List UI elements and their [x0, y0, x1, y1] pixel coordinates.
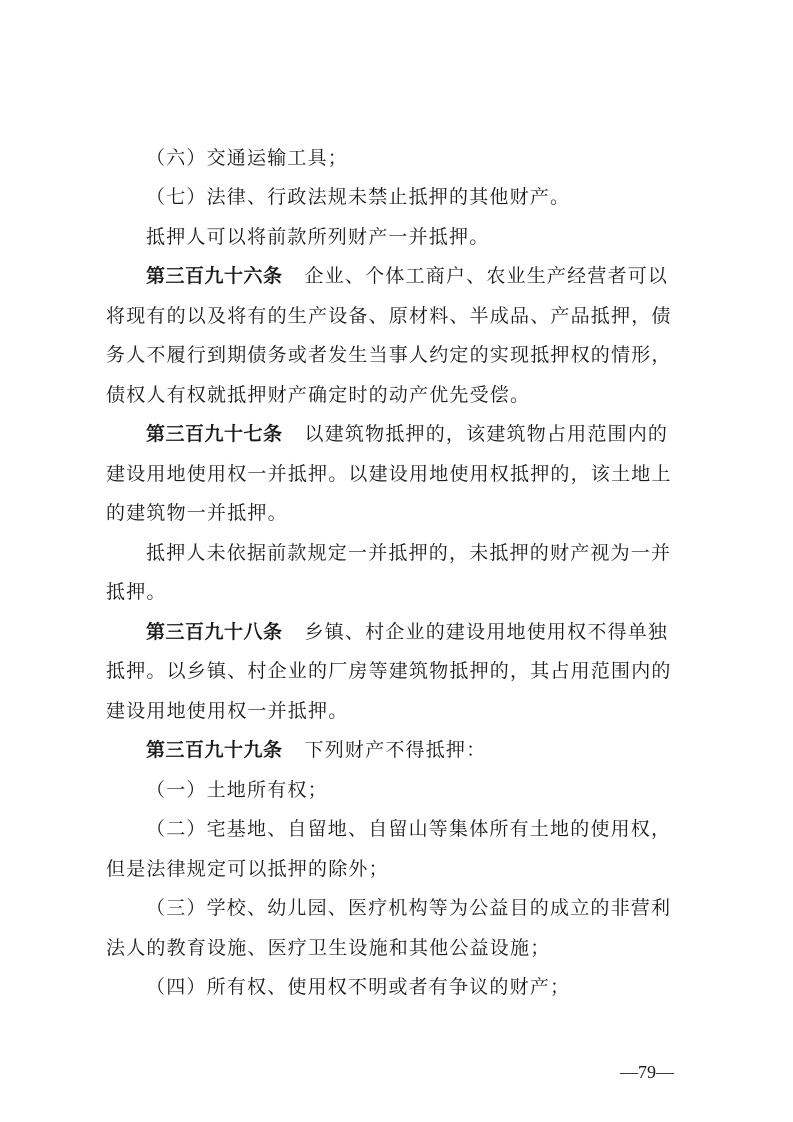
text-line — [146, 778, 696, 802]
line-text: 法人的教育设施、医疗卫生设施和其他公益设施； — [106, 937, 551, 959]
text-line — [146, 225, 696, 249]
page-number: —79— — [620, 1062, 674, 1082]
article-396-first-line — [146, 264, 696, 288]
line-text: 建设用地使用权一并抵押。 — [106, 700, 349, 722]
line-text: 将现有的以及将有的生产设备、原材料、半成品、产品抵押，债 — [106, 305, 672, 327]
line-text: 以建筑物抵押的，该建筑物占用范围内的 — [304, 423, 669, 445]
text-line — [106, 462, 696, 486]
text-line — [106, 580, 696, 604]
line-text: 债权人有权就抵押财产确定时的动产优先受偿。 — [106, 384, 531, 406]
line-text: 抵押人可以将前款所列财产一并抵押。 — [146, 226, 490, 248]
article-398-first-line — [146, 620, 696, 644]
text-line — [146, 541, 696, 565]
text-line — [106, 383, 696, 407]
text-line — [106, 857, 696, 881]
article-397-first-line — [146, 422, 696, 446]
line-text: （六）交通运输工具； — [146, 147, 349, 169]
article-heading: 第三百九十八条 — [146, 621, 283, 643]
text-line — [146, 146, 696, 170]
text-line — [106, 343, 696, 367]
article-heading: 第三百九十九条 — [146, 739, 283, 761]
line-text: 务人不履行到期债务或者发生当事人约定的实现抵押权的情形， — [106, 344, 672, 366]
text-line — [146, 896, 696, 920]
line-text: 下列财产不得抵押： — [304, 739, 487, 761]
line-text: （一）土地所有权； — [146, 779, 328, 801]
text-line — [106, 659, 696, 683]
line-text: 抵押人未依据前款规定一并抵押的，未抵押的财产视为一并 — [146, 542, 672, 564]
line-text: （二）宅基地、自留地、自留山等集体所有土地的使用权， — [146, 818, 672, 840]
line-text: 抵押。 — [106, 581, 167, 603]
line-text: 乡镇、村企业的建设用地使用权不得单独 — [304, 621, 669, 643]
line-text: （三）学校、幼儿园、医疗机构等为公益目的成立的非营利 — [146, 897, 672, 919]
text-line — [106, 304, 696, 328]
text-line — [106, 699, 696, 723]
line-text: 抵押。以乡镇、村企业的厂房等建筑物抵押的，其占用范围内的 — [106, 660, 672, 682]
article-heading: 第三百九十七条 — [146, 423, 283, 445]
text-line — [146, 817, 696, 841]
article-heading: 第三百九十六条 — [146, 265, 283, 287]
line-text: （四）所有权、使用权不明或者有争议的财产； — [146, 976, 571, 998]
text-line — [106, 936, 696, 960]
text-line — [106, 501, 696, 525]
line-text: （七）法律、行政法规未禁止抵押的其他财产。 — [146, 186, 571, 208]
line-text: 但是法律规定可以抵押的除外； — [106, 858, 389, 880]
text-line — [146, 185, 696, 209]
text-line — [146, 975, 696, 999]
line-text: 企业、个体工商户、农业生产经营者可以 — [304, 265, 669, 287]
line-text: 的建筑物一并抵押。 — [106, 502, 288, 524]
article-399-first-line — [146, 738, 696, 762]
line-text: 建设用地使用权一并抵押。以建设用地使用权抵押的，该土地上 — [106, 463, 672, 485]
